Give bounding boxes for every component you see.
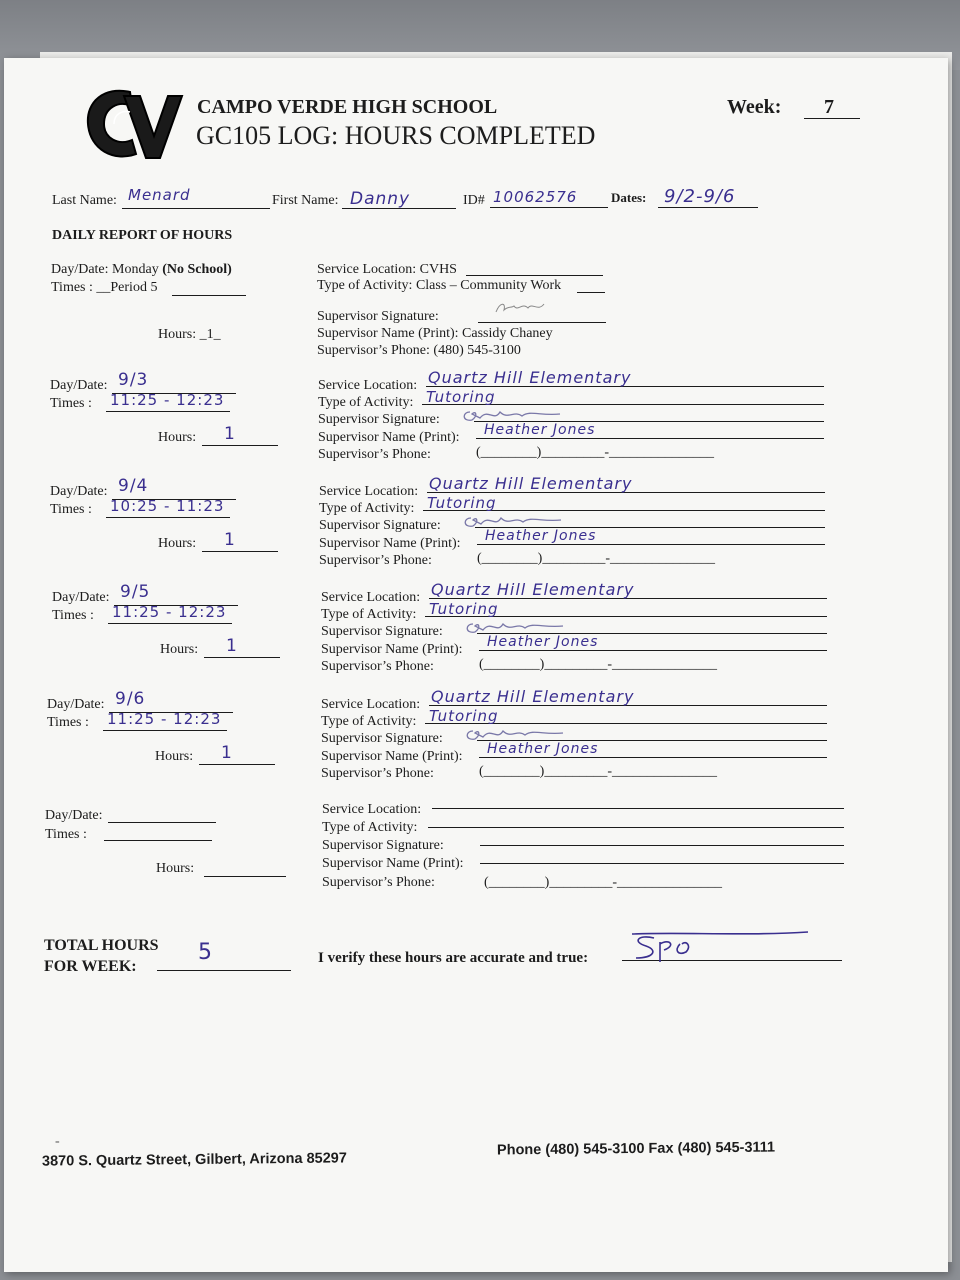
week-value: 7 xyxy=(824,96,834,118)
entry5-day-date-line xyxy=(108,822,216,823)
entry2-date-value: 9/4 xyxy=(118,476,149,496)
entry3-times-label: Times : xyxy=(52,608,94,623)
entry2-phone-label: Supervisor’s Phone: xyxy=(319,553,432,568)
entry2-times-value: 10:25 - 11:23 xyxy=(110,497,225,515)
dates-line xyxy=(658,207,758,208)
entry1-phone-blank: (________)_________-_______________ xyxy=(476,445,714,460)
entry4-location-label: Service Location: xyxy=(321,697,421,712)
entry3-location-label: Service Location: xyxy=(321,590,421,605)
entry1-signature-mark xyxy=(460,404,570,426)
entry2-location-value: Quartz Hill Elementary xyxy=(429,474,633,493)
entry4-activity-label: Type of Activity: xyxy=(321,714,417,729)
entry0-supervisor-phone: Supervisor’s Phone: (480) 545-3100 xyxy=(317,343,521,358)
entry4-times-value: 11:25 - 12:23 xyxy=(107,710,222,728)
entry3-name-line xyxy=(479,650,827,651)
entry5-times-label: Times : xyxy=(45,827,87,842)
entry1-activity-label: Type of Activity: xyxy=(318,395,414,410)
total-hours-label-2: FOR WEEK: xyxy=(44,958,137,975)
entry3-phone-label: Supervisor’s Phone: xyxy=(321,659,434,674)
entry3-hours-label: Hours: xyxy=(160,642,199,657)
entry0-signature-label: Supervisor Signature: xyxy=(317,309,439,324)
id-label: ID# xyxy=(463,193,485,208)
entry0-times: Times : __Period 5 xyxy=(51,280,158,295)
entry1-date-value: 9/3 xyxy=(118,370,149,390)
entry0-times-line xyxy=(172,295,246,296)
entry1-times-line xyxy=(106,411,230,412)
dates-label: Dates: xyxy=(611,190,647,205)
entry3-activity-value: Tutoring xyxy=(429,600,499,618)
entry3-date-value: 9/5 xyxy=(120,582,151,602)
entry3-hours-value: 1 xyxy=(226,636,238,656)
last-name-value: Menard xyxy=(128,186,191,204)
entry1-name-label: Supervisor Name (Print): xyxy=(318,430,460,445)
entry0-activity: Type of Activity: Class – Community Work xyxy=(317,278,562,293)
total-hours-line xyxy=(157,970,291,971)
entry3-phone-blank: (________)_________-_______________ xyxy=(479,657,717,672)
entry5-phone-blank: (________)_________-_______________ xyxy=(484,875,722,890)
entry1-location-label: Service Location: xyxy=(318,378,418,393)
footer-address: 3870 S. Quartz Street, Gilbert, Arizona 85297 xyxy=(41,1150,347,1170)
footer-dash: - xyxy=(55,1134,60,1149)
first-name-value: Danny xyxy=(350,189,411,209)
entry1-times-label: Times : xyxy=(50,396,92,411)
entry2-activity-label: Type of Activity: xyxy=(319,501,415,516)
entry4-location-value: Quartz Hill Elementary xyxy=(431,687,635,706)
entry2-hours-label: Hours: xyxy=(158,536,197,551)
entry3-signature-mark xyxy=(463,616,573,638)
entry4-times-line xyxy=(103,730,227,731)
form-title: GC105 LOG: HOURS COMPLETED xyxy=(196,121,596,150)
entry5-name-line xyxy=(480,863,844,864)
entry5-times-line xyxy=(104,840,212,841)
entry2-name-label: Supervisor Name (Print): xyxy=(319,536,461,551)
entry3-times-value: 11:25 - 12:23 xyxy=(112,603,227,621)
id-line xyxy=(490,207,608,208)
entry3-location-value: Quartz Hill Elementary xyxy=(431,580,635,599)
entry4-signature-mark xyxy=(463,723,573,745)
entry2-name-line xyxy=(477,544,825,545)
entry1-hours-value: 1 xyxy=(224,424,236,444)
entry3-activity-label: Type of Activity: xyxy=(321,607,417,622)
entry4-hours-line xyxy=(199,764,275,765)
entry4-signature-label: Supervisor Signature: xyxy=(321,731,443,746)
section-title: DAILY REPORT OF HOURS xyxy=(52,228,233,243)
entry4-activity-value: Tutoring xyxy=(429,707,499,725)
entry1-day-date-label: Day/Date: xyxy=(50,378,108,393)
entry2-hours-value: 1 xyxy=(224,530,236,550)
entry1-times-value: 11:25 - 12:23 xyxy=(110,391,225,409)
entry5-day-date-label: Day/Date: xyxy=(45,808,103,823)
entry5-activity-line xyxy=(428,827,844,828)
entry2-day-date-label: Day/Date: xyxy=(50,484,108,499)
school-logo xyxy=(84,84,184,164)
entry1-phone-label: Supervisor’s Phone: xyxy=(318,447,431,462)
entry3-name-label: Supervisor Name (Print): xyxy=(321,642,463,657)
entry4-phone-label: Supervisor’s Phone: xyxy=(321,766,434,781)
entry3-signature-label: Supervisor Signature: xyxy=(321,624,443,639)
entry0-supervisor-name: Supervisor Name (Print): Cassidy Chaney xyxy=(317,326,553,341)
total-hours-label-1: TOTAL HOURS xyxy=(44,937,159,954)
entry1-hours-line xyxy=(202,445,278,446)
entry1-signature-label: Supervisor Signature: xyxy=(318,412,440,427)
entry5-hours-line xyxy=(204,876,286,877)
entry5-activity-label: Type of Activity: xyxy=(322,820,418,835)
entry4-hours-label: Hours: xyxy=(155,749,194,764)
entry5-signature-line xyxy=(480,845,844,846)
entry1-activity-value: Tutoring xyxy=(426,388,496,406)
total-hours-value: 5 xyxy=(198,940,213,965)
entry5-location-line xyxy=(432,808,844,809)
entry4-name-label: Supervisor Name (Print): xyxy=(321,749,463,764)
first-name-label: First Name: xyxy=(272,193,339,208)
last-name-line xyxy=(122,208,270,209)
entry3-hours-line xyxy=(204,657,280,658)
entry1-name-line xyxy=(476,438,824,439)
entry2-hours-line xyxy=(202,551,278,552)
entry4-date-value: 9/6 xyxy=(115,689,146,709)
footer-phone-fax: Phone (480) 545-3100 Fax (480) 545-3111 xyxy=(496,1139,776,1159)
verify-label: I verify these hours are accurate and true: xyxy=(318,950,589,966)
entry4-supervisor-value: Heather Jones xyxy=(487,741,599,757)
entry2-supervisor-value: Heather Jones xyxy=(485,528,597,544)
week-label: Week: xyxy=(727,96,782,118)
entry2-times-label: Times : xyxy=(50,502,92,517)
entry0-activity-line xyxy=(577,292,605,293)
entry5-location-label: Service Location: xyxy=(322,802,422,817)
entry2-activity-value: Tutoring xyxy=(427,494,497,512)
entry0-day-date: Day/Date: Monday (No School) xyxy=(51,262,232,277)
entry3-times-line xyxy=(108,623,232,624)
entry0-hours: Hours: _1_ xyxy=(158,327,221,342)
entry2-location-label: Service Location: xyxy=(319,484,419,499)
entry5-hours-label: Hours: xyxy=(156,861,195,876)
entry2-times-line xyxy=(106,517,230,518)
school-name: CAMPO VERDE HIGH SCHOOL xyxy=(197,96,498,118)
entry4-times-label: Times : xyxy=(47,715,89,730)
entry2-signature-label: Supervisor Signature: xyxy=(319,518,441,533)
entry5-signature-label: Supervisor Signature: xyxy=(322,838,444,853)
entry0-location-line xyxy=(466,275,603,276)
entry4-phone-blank: (________)_________-_______________ xyxy=(479,764,717,779)
entry4-hours-value: 1 xyxy=(221,743,233,763)
entry4-name-line xyxy=(479,757,827,758)
entry4-day-date-label: Day/Date: xyxy=(47,697,105,712)
entry2-phone-blank: (________)_________-_______________ xyxy=(477,551,715,566)
entry1-hours-label: Hours: xyxy=(158,430,197,445)
entry0-signature-line xyxy=(478,322,606,323)
entry1-location-value: Quartz Hill Elementary xyxy=(428,368,632,387)
entry0-signature-mark xyxy=(492,296,552,320)
entry0-service-location: Service Location: CVHS xyxy=(317,262,457,277)
last-name-label: Last Name: xyxy=(52,193,117,208)
entry5-phone-label: Supervisor’s Phone: xyxy=(322,875,435,890)
entry3-day-date-label: Day/Date: xyxy=(52,590,110,605)
entry3-supervisor-value: Heather Jones xyxy=(487,634,599,650)
dates-value: 9/2-9/6 xyxy=(664,186,736,207)
id-value: 10062576 xyxy=(493,188,578,206)
student-signature xyxy=(624,928,814,970)
entry1-supervisor-value: Heather Jones xyxy=(484,422,596,438)
entry2-signature-mark xyxy=(461,510,571,532)
entry5-name-label: Supervisor Name (Print): xyxy=(322,856,464,871)
